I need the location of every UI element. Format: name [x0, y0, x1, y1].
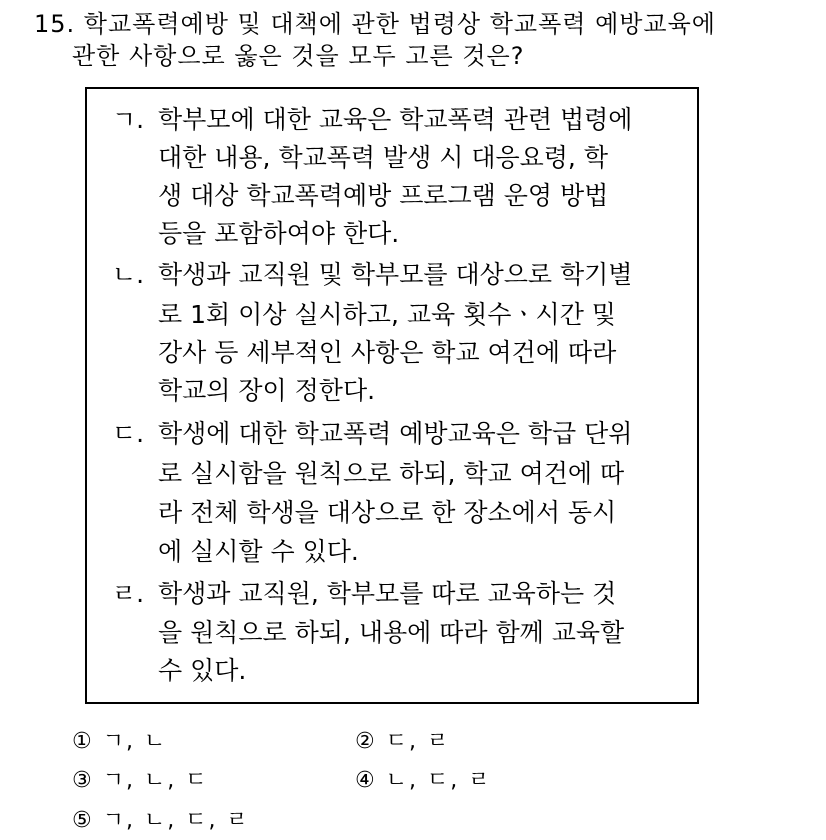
- statement-line: 을 원칙으로 하되, 내용에 따라 함께 교육할: [158, 618, 625, 647]
- statement-mark: ㄴ.: [112, 260, 145, 289]
- answer-choice-2[interactable]: ② ㄷ, ㄹ: [355, 729, 451, 754]
- statement-mark: ㄹ.: [112, 579, 145, 608]
- statement-line: 강사 등 세부적인 사항은 학교 여건에 따라: [158, 338, 617, 367]
- statement-line: 학생에 대한 학교폭력 예방교육은 학급 단위: [158, 419, 633, 448]
- answer-choice-4[interactable]: ④ ㄴ, ㄷ, ㄹ: [355, 768, 492, 793]
- statement-item-digeut: [112, 414, 632, 454]
- statement-line: 라 전체 학생을 대상으로 한 장소에서 동시: [158, 498, 617, 527]
- answer-choice-3[interactable]: ③ ㄱ, ㄴ, ㄷ: [72, 768, 209, 793]
- statement-item-nieun: [112, 255, 632, 295]
- question-stem: [34, 8, 814, 72]
- statement-item-giyeok: [112, 100, 632, 140]
- statement-line: 등을 포함하여야 한다.: [158, 219, 400, 248]
- statement-line: 수 있다.: [158, 656, 247, 685]
- statement-mark: ㄷ.: [112, 419, 145, 448]
- statement-item-rieul: [112, 574, 616, 614]
- statement-mark: ㄱ.: [112, 105, 145, 134]
- statement-line: 생 대상 학교폭력예방 프로그램 운영 방법: [158, 181, 609, 210]
- statement-line: 학생과 교직원, 학부모를 따로 교육하는 것: [158, 579, 617, 608]
- question-line-1: 15. 학교폭력예방 및 대책에 관한 법령상 학교폭력 예방교육에: [34, 10, 716, 38]
- statement-line: 로 실시함을 원칙으로 하되, 학교 여건에 따: [158, 459, 625, 488]
- statement-line: 로 1회 이상 실시하고, 교육 횟수ㆍ시간 및: [158, 300, 616, 329]
- answer-choice-5[interactable]: ⑤ ㄱ, ㄴ, ㄷ, ㄹ: [72, 808, 250, 833]
- statement-line: 대한 내용, 학교폭력 발생 시 대응요령, 학: [158, 143, 608, 172]
- statement-line: 학부모에 대한 교육은 학교폭력 관련 법령에: [158, 105, 633, 134]
- statement-line: 학교의 장이 정한다.: [158, 376, 376, 405]
- statement-line: 학생과 교직원 및 학부모를 대상으로 학기별: [158, 260, 633, 289]
- statement-line: 에 실시할 수 있다.: [158, 537, 359, 566]
- question-line-2: 관한 사항으로 옳은 것을 모두 고른 것은?: [72, 42, 525, 70]
- answer-choice-1[interactable]: ① ㄱ, ㄴ: [72, 729, 168, 754]
